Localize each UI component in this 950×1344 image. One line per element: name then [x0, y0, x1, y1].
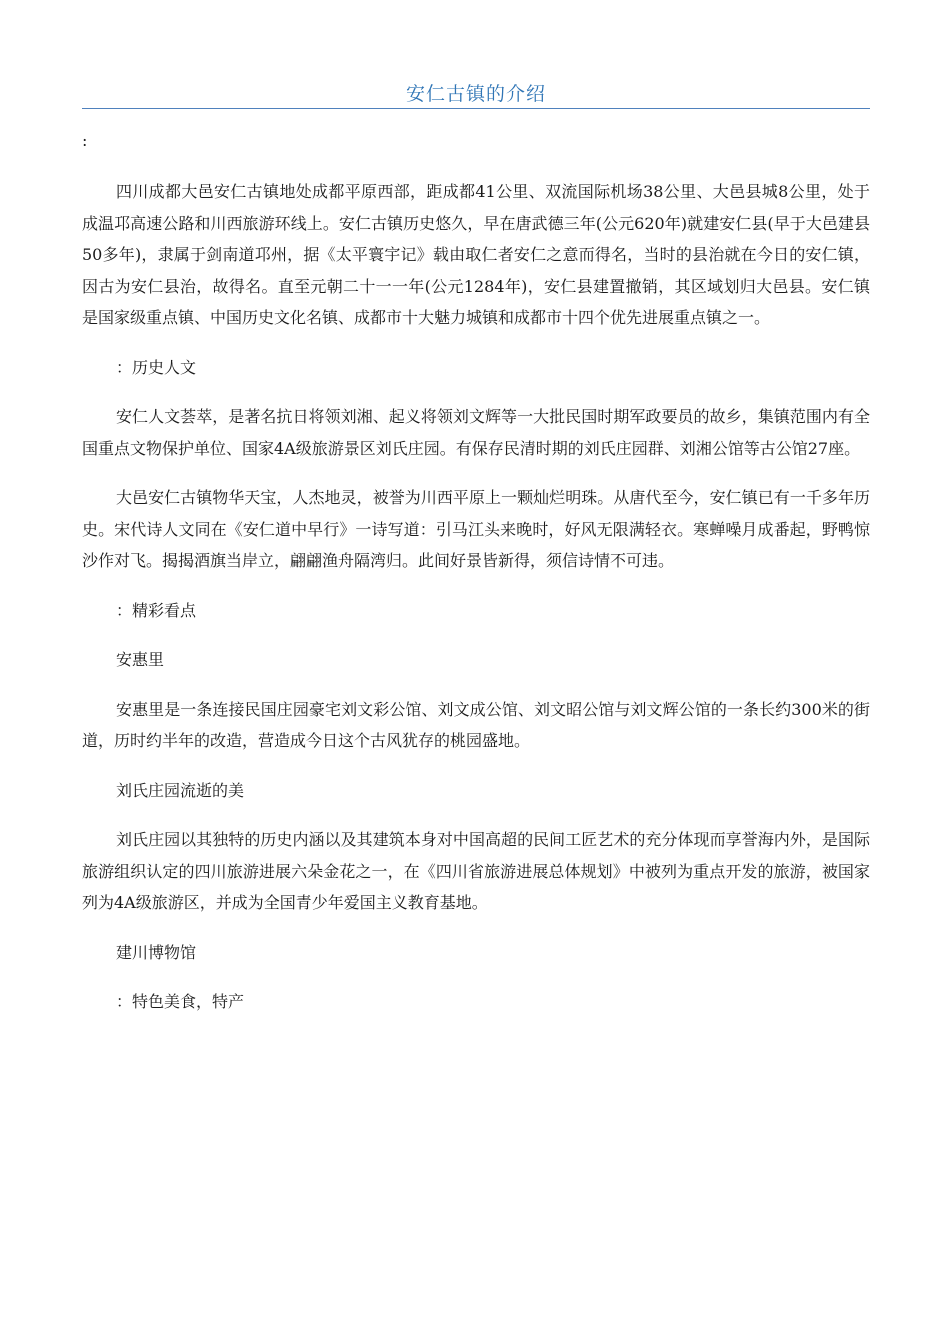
intro-paragraph: 四川成都大邑安仁古镇地处成都平原西部，距成都41公里、双流国际机场38公里、大邑县城8公里，处于成温邛高速公路和川西旅游环线上。安仁古镇历史悠久，早在唐武德三年(公元620年)就建安仁县(早于大邑建县50多年)，隶属于剑南道邛州，据《太平寰宇记》载由取仁者安仁之意而得名，当时的县治就在今日的安仁镇，因古为安仁县治，故得名。直至元朝二十一一年(公元1284年)，安仁县建置撤销，其区域划归大邑县。安仁镇是国家级重点镇、中国历史文化名镇、成都市十大魅力城镇和成都市十四个优先进展重点镇之一。 — [82, 182, 870, 327]
colon-marker: : — [82, 131, 88, 150]
history-paragraph-2: 大邑安仁古镇物华天宝，人杰地灵，被誉为川西平原上一颗灿烂明珠。从唐代至今，安仁镇已有一千多年历史。宋代诗人文同在《安仁道中早行》一诗写道：引马江头来晚时，好风无限满轻衣。寒蝉噪月成番起，野鸭惊沙作对飞。揭揭酒旗当岸立，翩翩渔舟隔湾归。此间好景皆新得，须信诗情不可违。 — [82, 488, 870, 570]
history-paragraph-1: 安仁人文荟萃，是著名抗日将领刘湘、起义将领刘文辉等一大批民国时期军政要员的故乡，集镇范围内有全国重点文物保护单位、国家4A级旅游景区刘氏庄园。有保存民清时期的刘氏庄园群、刘湘公馆等古公馆27座。 — [82, 407, 870, 458]
subheading-jianchuan-museum: 建川博物馆 — [116, 942, 197, 962]
subheading-liu-manor: 刘氏庄园流逝的美 — [116, 780, 245, 800]
section-heading-food: ：特色美食，特产 — [116, 992, 245, 1011]
document-title: 安仁古镇的介绍 — [405, 83, 546, 105]
title-underline — [82, 108, 870, 109]
document-page — [82, 0, 870, 1018]
anhuili-paragraph: 安惠里是一条连接民国庄园豪宅刘文彩公馆、刘文成公馆、刘文昭公馆与刘文辉公馆的一条长约300米的街道，历时约半年的改造，营造成今日这个古风犹存的桃园盛地。 — [82, 699, 870, 750]
section-heading-highlights: ：精彩看点 — [116, 600, 197, 620]
liu-manor-paragraph: 刘氏庄园以其独特的历史内涵以及其建筑本身对中国高超的民间工匠艺术的充分体现而享誉海内外，是国际旅游组织认定的四川旅游进展六朵金花之一，在《四川省旅游进展总体规划》中被列为重点开发的旅游，被国家列为4A级旅游区，并成为全国青少年爱国主义教育基地。 — [82, 830, 870, 912]
section-heading-history: ：历史人文 — [116, 357, 197, 377]
subheading-anhuili: 安惠里 — [116, 650, 165, 669]
